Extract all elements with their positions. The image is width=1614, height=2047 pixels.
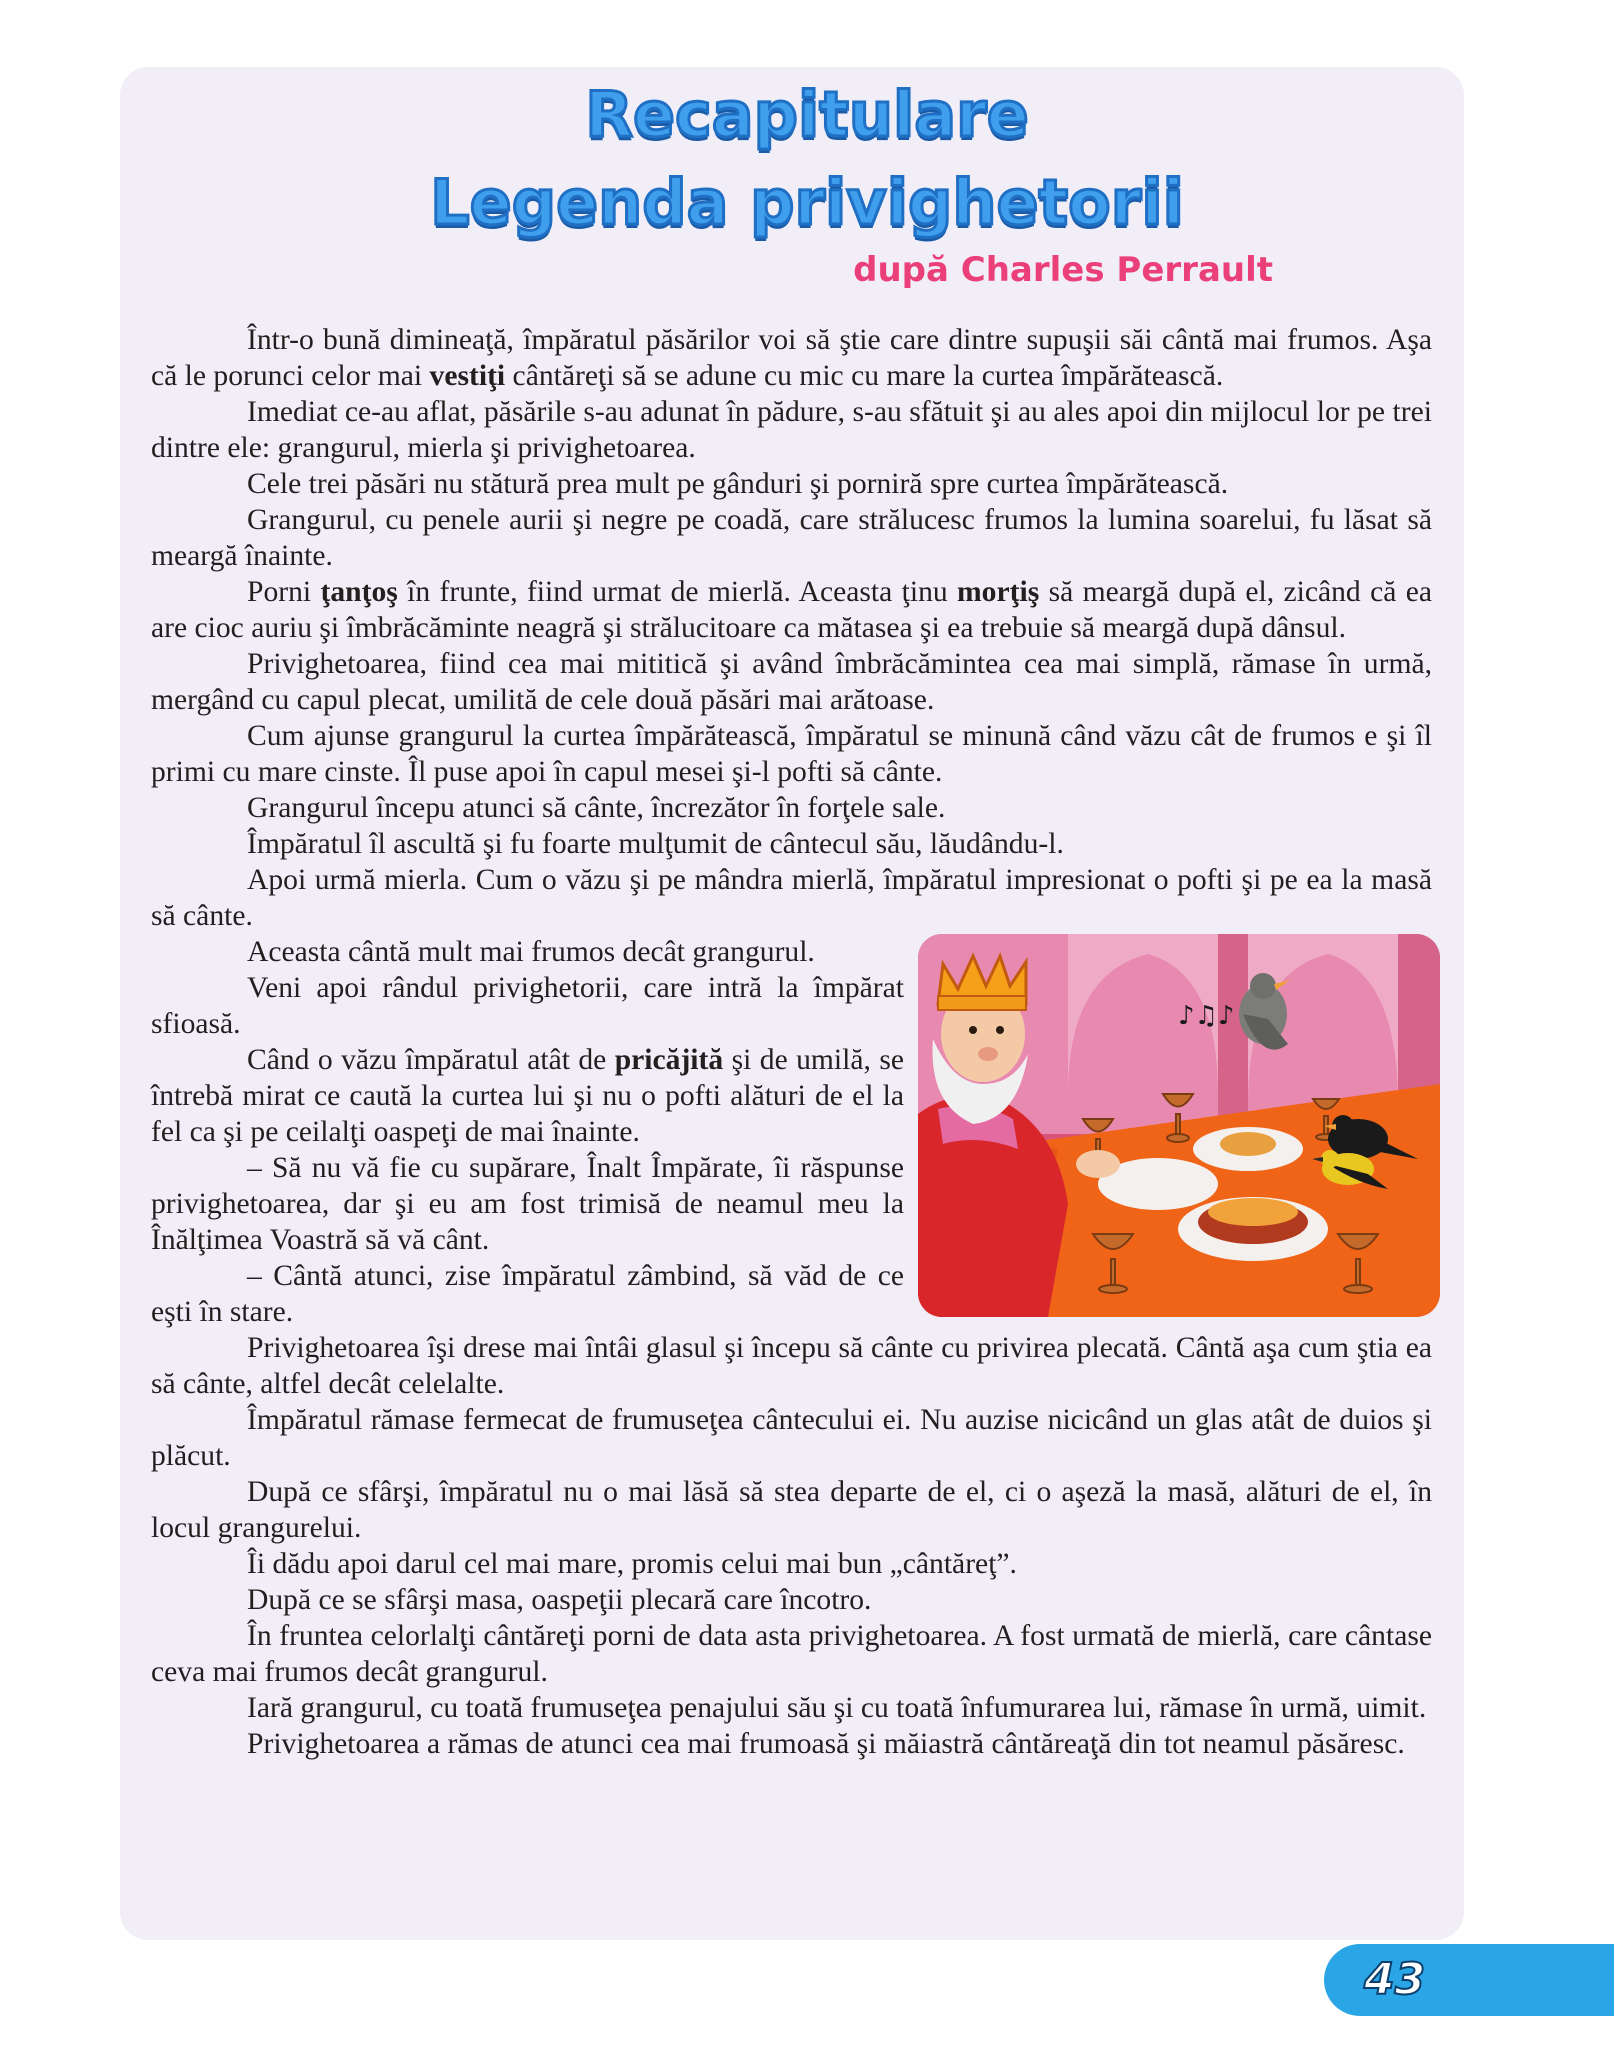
paragraph: Grangurul, cu penele aurii şi negre pe coadă, care strălucesc frumos la lumina soarelui, fu lăsat să meargă înainte. [151, 504, 1432, 572]
story-author: după Charles Perrault [853, 250, 1273, 290]
paragraph: – Să nu vă fie cu supărare, Înalt Împărate, îi răspunse privighetoarea, dar şi eu am fost trimisă de neamul meu la Înălţimea Voastră să vă cânt. [151, 1152, 904, 1256]
paragraph: În fruntea celorlalţi cântăreţi porni de data asta privighetoarea. A fost urmată de mierlă, care cântase ceva mai frumos decât grangurul. [151, 1620, 1432, 1688]
paragraph: Îi dădu apoi darul cel mai mare, promis celui mai bun „cântăreţ”. [247, 1548, 1017, 1580]
paragraph: Imediat ce-au aflat, păsările s-au adunat în pădure, s-au sfătuit şi au ales apoi din mijlocul lor pe trei dintre ele: grangurul, mierla şi privighetoarea. [151, 396, 1432, 464]
paragraph: Cele trei păsări nu stătură prea mult pe gânduri şi porniră spre curtea împărătească. [247, 468, 1229, 500]
bold-word: vestiţi [429, 360, 506, 392]
paragraph: Privighetoarea, fiind cea mai mititică şi având îmbrăcămintea cea mai simplă, rămase în urmă, mergând cu capul plecat, umilită de cele două păsări mai arătoase. [151, 648, 1432, 716]
paragraph: Privighetoarea îşi drese mai întâi glasul şi începu să cânte cu privirea plecată. Cântă aşa cum ştia ea să cânte, altfel decât celelalte. [151, 1332, 1432, 1400]
paragraph: După ce sfârşi, împăratul nu o mai lăsă să stea departe de el, ci o aşeză la masă, alături de el, în locul grangurelui. [151, 1476, 1432, 1544]
page-number: 43 [1364, 1954, 1426, 2005]
paragraph: Apoi urmă mierla. Cum o văzu şi pe mândra mierlă, împăratul impresionat o pofti şi pe ea la masă să cânte. [151, 864, 1432, 932]
paragraph: Împăratul îl ascultă şi fu foarte mulţumit de cântecul său, lăudându-l. [247, 828, 1064, 860]
paragraph: Grangurul începu atunci să cânte, încrezător în forţele sale. [247, 792, 946, 824]
paragraph: Porni ţanţoş în frunte, fiind urmat de mierlă. Aceasta ţinu morţiş să meargă după el, zicând că ea are cioc auriu şi îmbrăcăminte neagră şi strălucitoare ca mătasea şi ea trebuie să meargă după dânsul. [151, 576, 1432, 644]
paragraph: Într-o bună dimineaţă, împăratul păsărilor voi să ştie care dintre supuşii săi cântă mai frumos. Aşa că le porunci celor mai vestiţi cântăreţi să se adune cu mic cu mare la curtea împărătească. [151, 324, 1432, 392]
paragraph: Când o văzu împăratul atât de pricăjită şi de umilă, se întrebă mirat ce caută la curtea lui şi nu o pofti alături de el la fel ca şi pe ceilalţi oaspeţi de mai înainte. [151, 1044, 904, 1148]
bold-word: morţiş [957, 576, 1040, 608]
music-notes-icon: ♪♫♪ [1178, 1001, 1235, 1031]
page-number-tab [1324, 1944, 1614, 2016]
paragraph: Cum ajunse grangurul la curtea împărătească, împăratul se minună când văzu cât de frumos e şi îl primi cu mare cinste. Îl puse apoi în capul mesei şi-l pofti să cânte. [151, 720, 1432, 788]
section-title: Recapitulare [585, 78, 1029, 151]
paragraph: Împăratul rămase fermecat de frumuseţea cântecului ei. Nu auzise nicicând un glas atât de duios şi plăcut. [151, 1404, 1432, 1472]
bold-word: pricăjită [614, 1044, 724, 1076]
bold-word: ţanţoş [320, 576, 398, 608]
paragraph: Privighetoarea a rămas de atunci cea mai frumoasă şi măiastră cântăreaţă din tot neamul păsăresc. [247, 1728, 1405, 1760]
paragraph: Aceasta cântă mult mai frumos decât grangurul. [247, 936, 815, 968]
paragraph: Iară grangurul, cu toată frumuseţea penajului său şi cu toată înfumurarea lui, rămase în urmă, uimit. [247, 1692, 1427, 1724]
story-title: Legenda privighetorii [430, 166, 1184, 239]
paragraph: După ce se sfârşi masa, oaspeţii plecară care încotro. [247, 1584, 872, 1616]
paragraph: – Cântă atunci, zise împăratul zâmbind, să văd de ce eşti în stare. [151, 1260, 904, 1328]
paragraph: Veni apoi rândul privighetorii, care intră la împărat sfioasă. [151, 972, 904, 1040]
feast-illustration [918, 934, 1440, 1317]
story-text [151, 322, 1432, 1762]
